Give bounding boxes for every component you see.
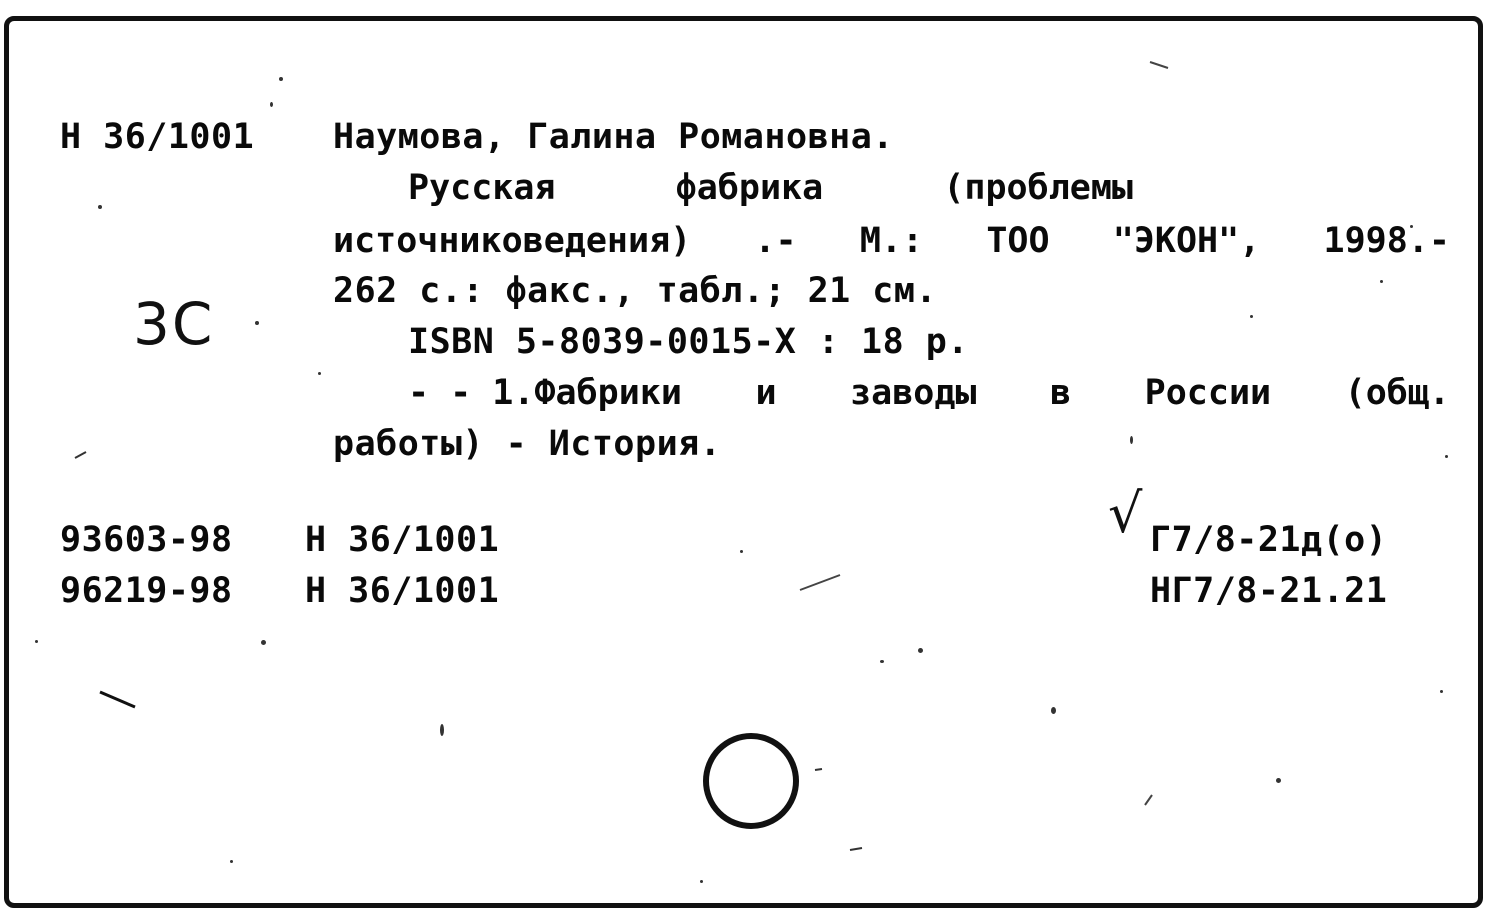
- title-word: "ЭКОН",: [1112, 221, 1261, 261]
- author: Наумова, Галина Романовна.: [333, 117, 894, 157]
- check-mark-icon: √: [1108, 482, 1143, 545]
- shelfmark: Н 36/1001: [305, 520, 500, 560]
- title-word: 1998.-: [1323, 221, 1450, 261]
- title-word: ТОО: [986, 221, 1050, 261]
- subject-word: - - 1.Фабрики: [408, 373, 682, 413]
- subject-word: заводы: [850, 373, 977, 413]
- title-line-1: [408, 168, 1133, 208]
- inventory-number: 96219-98: [60, 571, 233, 611]
- physical-description: 262 с.: факс., табл.; 21 см.: [333, 271, 938, 311]
- title-word: Русская: [408, 168, 556, 208]
- subject-word: (общ.: [1344, 373, 1450, 413]
- classification-code: Г7/8-21д(о): [1150, 520, 1388, 560]
- inventory-number: 93603-98: [60, 520, 233, 560]
- title-word: фабрика: [675, 168, 824, 208]
- subject-word: и: [755, 373, 777, 413]
- subject-line-2: работы) - История.: [333, 424, 722, 464]
- isbn: ISBN 5-8039-0015-X : 18 р.: [408, 322, 969, 362]
- title-word: (проблемы: [943, 168, 1133, 208]
- title-word: .-: [754, 221, 797, 261]
- subject-word: в: [1050, 373, 1072, 413]
- call-number: Н 36/1001: [60, 117, 255, 157]
- subject-line-1: [408, 373, 1450, 413]
- punch-hole: [703, 733, 799, 829]
- classification-code: НГ7/8-21.21: [1150, 571, 1388, 611]
- title-word: М.:: [859, 221, 924, 261]
- title-line-2: [333, 221, 1450, 261]
- shelfmark: Н 36/1001: [305, 571, 500, 611]
- handwritten-mark: 3С: [133, 290, 215, 358]
- title-word: источниковедения): [333, 221, 692, 261]
- subject-word: России: [1144, 373, 1272, 413]
